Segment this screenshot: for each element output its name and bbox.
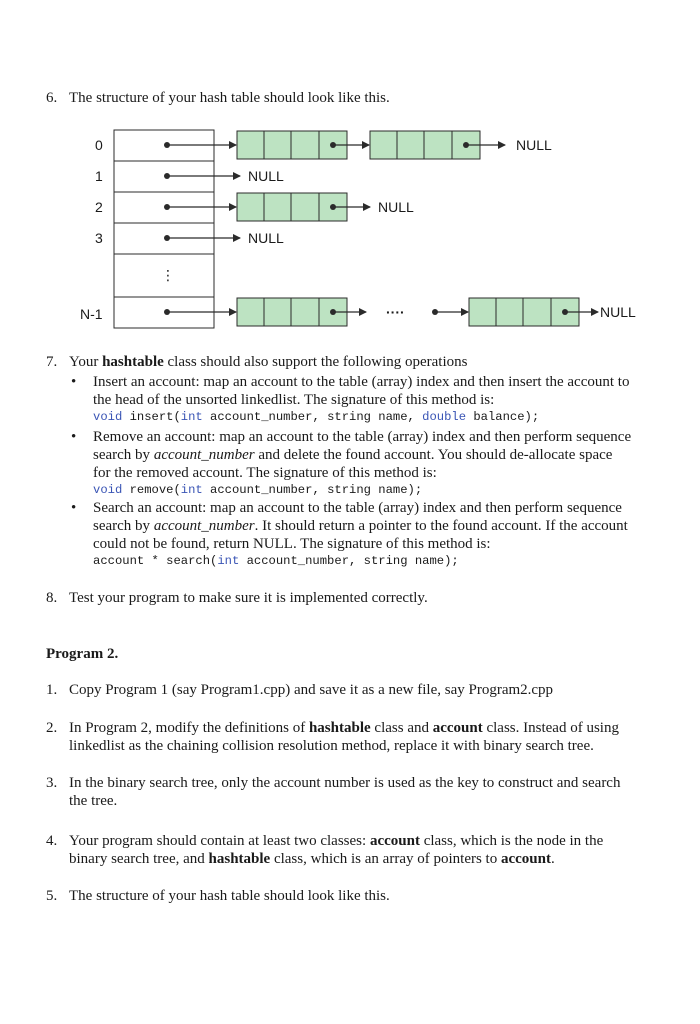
program-2-heading: Program 2. [46,646,119,662]
item-7-text: Your hashtable class should also support the following operations [69,354,468,370]
p2-item-4-text: Your program should contain at least two classes: account class, which is the node in the binary search tree, and hashtable class, which is an array of pointers to account. [69,833,604,867]
index-label-3: 3 [95,230,103,246]
index-label-0: 0 [95,137,103,153]
arrows [167,145,598,312]
remove-signature: void remove(int account_number, string name); [93,483,423,497]
search-signature: account * search(int account_number, string name); [93,554,459,568]
p2-item-1-text: Copy Program 1 (say Program1.cpp) and save it as a new file, say Program2.cpp [69,682,554,698]
bullet-search: Search an account: map an account to the table (array) index and then perform sequence search by account_number. It should return a pointer to the found account. If the account could not be found, return NULL. The signature of this method is: account * search(int account_number, string name); [93,500,628,568]
index-label-1: 1 [95,168,103,184]
item-8-text: Test your program to make sure it is implemented correctly. [69,590,428,606]
bullet-insert: Insert an account: map an account to the table (array) index and then insert the account to the head of the unsorted linkedlist. The signature of this method is: void insert(int account_number, string name, double balance); [93,374,630,424]
index-label-n-1: N-1 [80,306,103,322]
p2-item-2-number: 2. [46,720,58,736]
vertical-ellipsis: ⋮ [161,267,175,283]
insert-signature: void insert(int account_number, string name, double balance); [93,410,540,424]
p2-item-5-number: 5. [46,888,58,904]
p2-item-5-text: The structure of your hash table should look like this. [69,888,390,904]
null-label-rowN: NULL [600,304,636,320]
p2-item-4-number: 4. [46,833,58,849]
item-6-number: 6. [46,90,58,106]
p2-item-1-number: 1. [46,682,58,698]
p2-item-3-number: 3. [46,775,58,791]
table-array [114,130,214,328]
horizontal-ellipsis: ···· [386,304,405,320]
item-6-text: The structure of your hash table should look like this. [69,90,390,106]
null-label-row3: NULL [248,230,284,246]
bullet-dot: • [71,374,77,390]
bullet-dot: • [71,500,77,516]
item-7-number: 7. [46,354,58,370]
bullet-remove: Remove an account: map an account to the table (array) index and then perform sequence search by account_number and delete the found account. You should de-allocate space for the removed account. The signature of this method is: void remove(int account_number, string name); [93,429,632,497]
bullet-dot: • [71,429,77,445]
null-label-row1: NULL [248,168,284,184]
p2-item-3-text: In the binary search tree, only the account number is used as the key to construct and search the tree. [69,775,621,809]
null-label-row0: NULL [516,137,552,153]
index-label-2: 2 [95,199,103,215]
p2-item-2-text: In Program 2, modify the definitions of hashtable class and account class. Instead of using linkedlist as the chaining collision resolution method, replace it with binary search tree. [69,720,619,754]
hash-table-diagram [0,120,700,335]
null-label-row2: NULL [378,199,414,215]
item-8-number: 8. [46,590,58,606]
pointer-dots [164,142,170,315]
